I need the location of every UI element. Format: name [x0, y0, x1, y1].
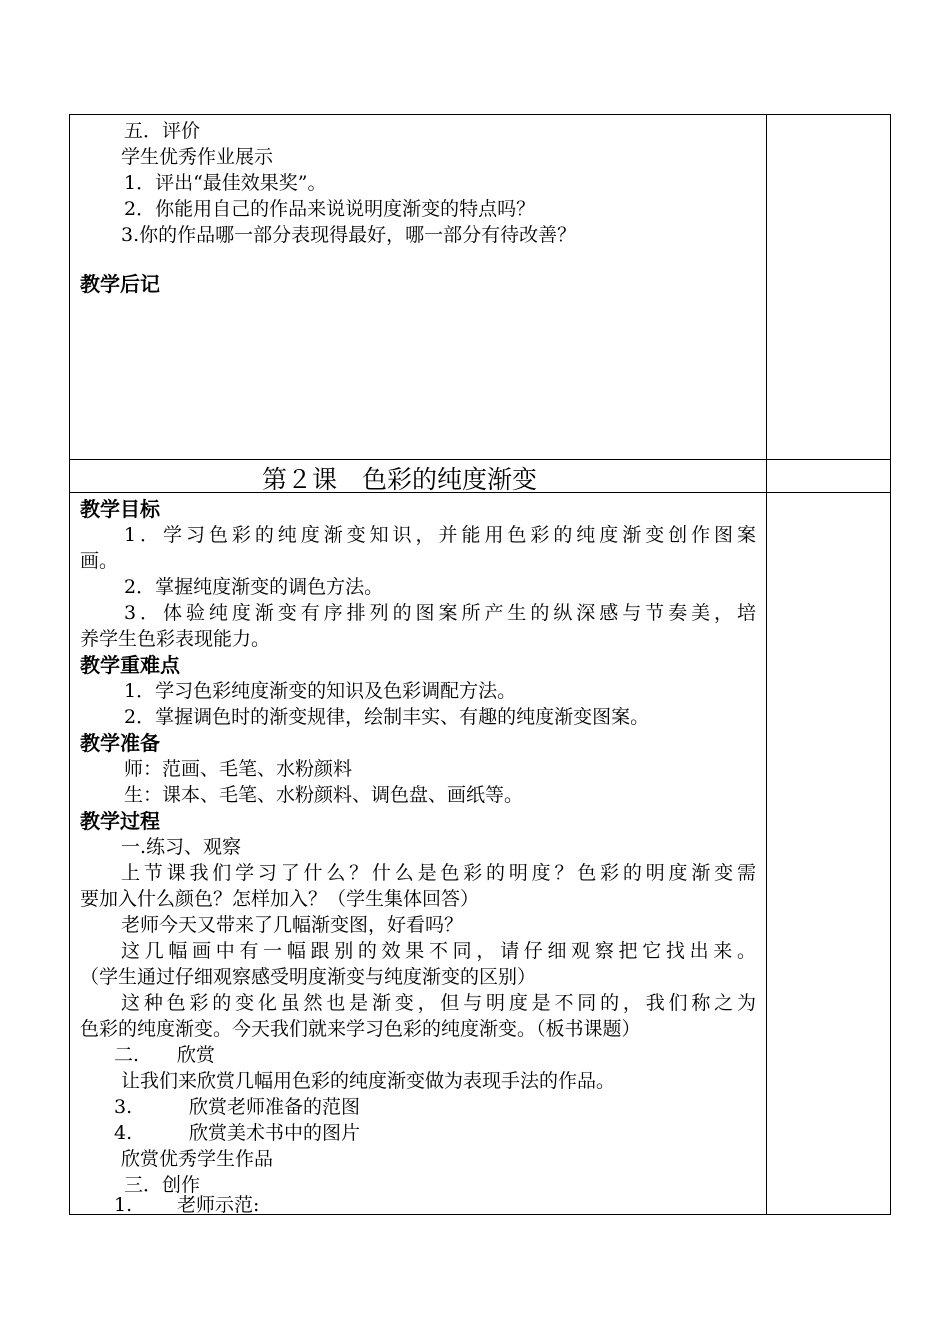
paragraph-1-line-2: 要加入什么颜色？怎样加入？（学生集体回答）	[80, 888, 480, 910]
paragraph-3-line-1: 这几幅画中有一幅跟别的效果不同，请仔细观察把它找出来。	[121, 940, 756, 962]
postscript-heading: 教学后记	[80, 272, 160, 296]
item-1-text: 老师示范:	[177, 1194, 260, 1216]
paragraph-6: 欣赏优秀学生作品	[121, 1148, 274, 1170]
evaluation-item-3: 3.你的作品哪一部分表现得最好，哪一部分有待改善？	[121, 224, 577, 246]
step-2-number: 二.	[114, 1044, 140, 1066]
item-4-number: 4.	[114, 1122, 133, 1144]
goal-1-line-1: 1．学习色彩的纯度渐变知识，并能用色彩的纯度渐变创作图案	[124, 524, 756, 546]
goal-3-line-2: 养学生色彩表现能力。	[80, 628, 271, 650]
table-left-border	[69, 114, 70, 1215]
goal-3-line-1: 3．体验纯度渐变有序排列的图案所产生的纵深感与节奏美，培	[124, 602, 756, 624]
paragraph-4-line-2: 色彩的纯度渐变。今天我们就来学习色彩的纯度渐变。（板书课题）	[80, 1018, 641, 1040]
paragraph-3-line-2: （学生通过仔细观察感受明度渐变与纯度渐变的区别）	[80, 966, 537, 988]
step-2-label: 欣赏	[177, 1044, 216, 1066]
lesson-title: 第２课 色彩的纯度渐变	[262, 465, 538, 494]
preparation-heading: 教学准备	[80, 731, 160, 755]
evaluation-item-1: 1．评出“最佳效果奖”。	[124, 172, 327, 194]
step-1-heading: 一.练习、观察	[121, 836, 242, 858]
step-3-heading: 三．创作	[124, 1174, 201, 1196]
key-point-2: 2．掌握调色时的渐变规律，绘制丰实、有趣的纯度渐变图案。	[124, 706, 650, 728]
table-right-border	[890, 114, 891, 1215]
evaluation-heading: 五．评价	[124, 120, 201, 142]
process-heading: 教学过程	[80, 809, 160, 833]
column-divider	[766, 114, 767, 1215]
key-point-1: 1．学习色彩纯度渐变的知识及色彩调配方法。	[124, 680, 517, 702]
preparation-student: 生：课本、毛笔、水粉颜料、调色盘、画纸等。	[124, 784, 524, 806]
table-top-border	[69, 114, 891, 115]
item-1-number: 1.	[114, 1194, 133, 1216]
goal-1-line-2: 画。	[80, 550, 119, 572]
preparation-teacher: 师：范画、毛笔、水粉颜料	[124, 758, 353, 780]
goal-2: 2．掌握纯度渐变的调色方法。	[124, 576, 384, 598]
item-3-number: 3.	[114, 1096, 133, 1118]
item-3-text: 欣赏老师准备的范图	[189, 1096, 361, 1118]
key-points-heading: 教学重难点	[80, 653, 180, 677]
evaluation-intro: 学生优秀作业展示	[121, 146, 274, 168]
paragraph-2: 老师今天又带来了几幅渐变图，好看吗？	[121, 914, 464, 936]
paragraph-5: 让我们来欣赏几幅用色彩的纯度渐变做为表现手法的作品。	[121, 1070, 616, 1092]
item-4-text: 欣赏美术书中的图片	[189, 1122, 361, 1144]
paragraph-4-line-1: 这种色彩的变化虽然也是渐变，但与明度是不同的，我们称之为	[121, 992, 756, 1014]
evaluation-item-2: 2．你能用自己的作品来说说明度渐变的特点吗？	[124, 198, 536, 220]
goals-heading: 教学目标	[80, 497, 160, 521]
row-divider-title-top	[69, 459, 891, 460]
paragraph-1-line-1: 上节课我们学习了什么？什么是色彩的明度？色彩的明度渐变需	[121, 862, 756, 884]
